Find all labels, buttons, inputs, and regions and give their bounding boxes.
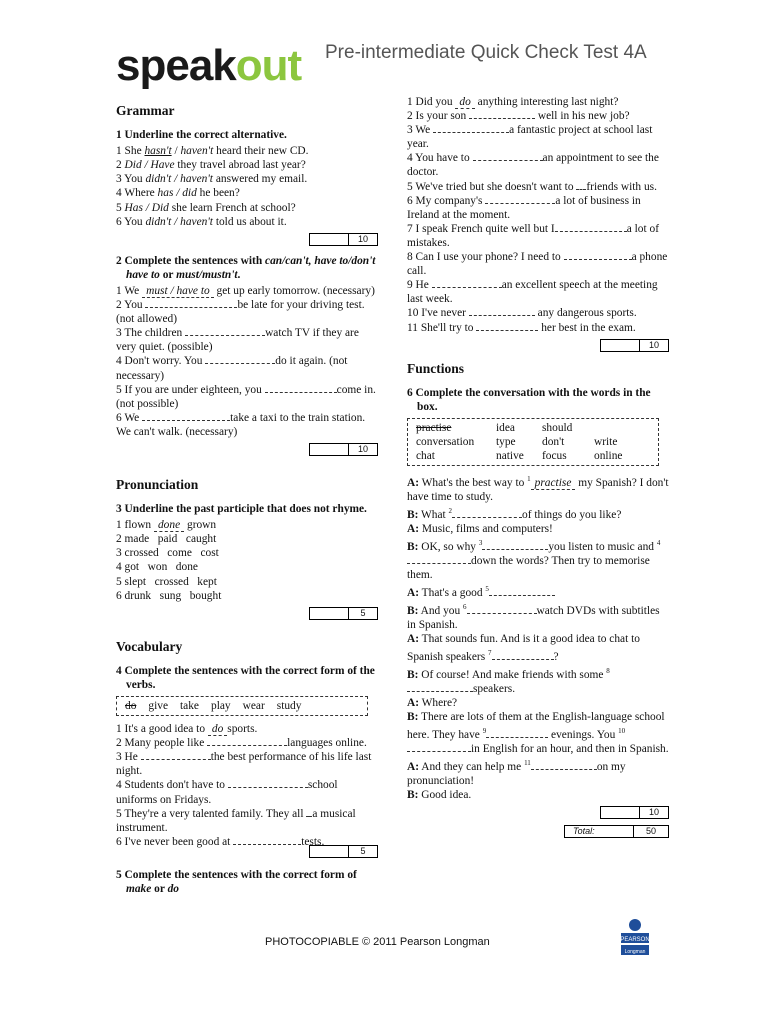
score-box: 10 <box>116 233 378 246</box>
q3-item: 5 slept crossed kept <box>116 575 217 588</box>
right-column <box>407 95 669 838</box>
answer-blank[interactable] <box>576 180 586 190</box>
q4-item: 1 It's a good idea to do sports. <box>116 723 258 736</box>
answer-blank[interactable] <box>467 604 537 614</box>
grammar-heading: Grammar <box>116 103 175 118</box>
q3-item: 1 flown done grown <box>116 519 217 532</box>
q1-item: 1 She hasn't / haven't heard their new CD. <box>116 145 309 158</box>
answer-blank[interactable] <box>486 728 548 738</box>
q5-item: 2 Is your son well in his new job? <box>407 110 630 123</box>
q1-item: 5 Has / Did she learn French at school? <box>116 201 296 214</box>
dialogue-line: A: That's a good $^5$ <box>407 582 669 600</box>
word-box: practise idea should conversation type don't write chat native focus online <box>407 418 659 466</box>
dialogue-line: A: Where? <box>407 697 458 710</box>
q2-item: 3 The children watch TV if they are very quiet. (possible) <box>116 327 359 354</box>
q5-instruction: 5 Complete the sentences with the correct form of make or do <box>116 868 357 896</box>
q2-instruction: 2 Complete the sentences with can/can't, have to/don't have to or must/mustn't. <box>116 254 376 281</box>
pearson-logo <box>620 917 650 961</box>
svg-text:PEARSON: PEARSON <box>620 937 650 943</box>
answer-blank[interactable] <box>407 682 473 692</box>
answer-blank[interactable] <box>233 835 301 845</box>
answer-blank[interactable] <box>492 650 554 660</box>
q4-item: 3 He the best performance of his life last night. <box>116 751 372 778</box>
answer-blank[interactable] <box>469 109 535 119</box>
score-box: 10 <box>407 806 669 819</box>
q1-instruction: 1 Underline the correct alternative. <box>116 129 287 142</box>
answer-blank[interactable] <box>564 250 632 260</box>
q5-item: 7 I speak French quite well but I a lot of mistakes. <box>407 222 659 249</box>
answer-blank[interactable] <box>207 736 287 746</box>
q5-item: 9 He an excellent speech at the meeting last week. <box>407 279 658 306</box>
answer-blank[interactable] <box>473 151 543 161</box>
q3-item: 6 drunk sung bought <box>116 589 222 602</box>
speakout-logo: speakout <box>116 41 302 90</box>
q1-item: 2 Did / Have they travel abroad last year? <box>116 159 306 172</box>
q3-item: 4 got won done <box>116 561 198 574</box>
q5-item: 5 We've tried but she doesn't want to friends with us. <box>407 180 657 193</box>
word-box: do give take play wear study <box>116 696 368 716</box>
q3-instruction: 3 Underline the past participle that does not rhyme. <box>116 503 367 516</box>
q5-item: 8 Can I use your phone? I need to a phone call. <box>407 251 668 278</box>
q5-item: 1 Did you do anything interesting last night? <box>407 96 619 108</box>
q2-item: 5 If you are under eighteen, you come in. (not possible) <box>116 383 376 410</box>
answer-blank[interactable] <box>531 760 597 770</box>
q5-item: 6 My company's a lot of business in Ireland at the moment. <box>407 194 641 221</box>
q3-item: 2 made paid caught <box>116 533 217 546</box>
dialogue-line: A: That sounds fun. And is it a good idea to chat to Spanish speakers $^7$ ? <box>407 633 640 663</box>
dialogue-line: B: Of course! And make friends with some $^8$speakers. <box>407 667 610 695</box>
answer-blank[interactable] <box>142 411 230 421</box>
q4-item: 5 They're a very talented family. They all a musical instrument. <box>116 807 356 834</box>
functions-heading: Functions <box>407 360 465 376</box>
answer-blank[interactable] <box>432 278 502 288</box>
q5-item: 3 We a fantastic project at school last year. <box>407 124 653 151</box>
page-title: Pre-intermediate Quick Check Test 4A <box>325 42 647 63</box>
q2-item: 2 You be late for your driving test. (not allowed) <box>116 299 365 326</box>
dialogue-line: B: And you $^6$ watch DVDs with subtitles in Spanish. <box>407 603 660 631</box>
q5-item: 4 You have to an appointment to see the doctor. <box>407 152 659 179</box>
answer-blank[interactable] <box>228 778 308 788</box>
vocabulary-heading: Vocabulary <box>116 638 183 654</box>
answer-blank[interactable] <box>433 123 509 133</box>
q4-item: 2 Many people like languages online. <box>116 737 367 750</box>
dialogue-line: B: There are lots of them at the English-language school here. They have $^9$ evenings. You $^{10}$in English for an hour, and then in Spanish. <box>407 711 669 756</box>
answer-blank[interactable] <box>555 222 627 232</box>
dialogue-line: B: Good idea. <box>407 789 472 802</box>
q4-item: 4 Students don't have to school uniforms on Fridays. <box>116 779 338 806</box>
answer-blank[interactable] <box>205 354 275 364</box>
dialogue-line: A: What's the best way to $^1$ practise my Spanish? I don't have time to study. <box>407 475 669 504</box>
score-box: 10 <box>407 339 669 352</box>
total-score-box: Total: 50 <box>407 825 669 838</box>
q4-instruction: 4 Complete the sentences with the correct form of the verbs. <box>116 664 375 691</box>
q5-item: 10 I've never any dangerous sports. <box>407 307 637 320</box>
q4-item: 6 I've never been good at tests. <box>116 835 325 848</box>
dialogue-line: A: Music, films and computers! <box>407 523 553 536</box>
dialogue-line: B: OK, so why $^3$ you listen to music and $^4$down the words? Then try to memorise them. <box>407 539 661 582</box>
score-box: 5 <box>116 607 378 620</box>
q1-item: 4 Where has / did he been? <box>116 187 240 200</box>
q3-item: 3 crossed come cost <box>116 547 219 560</box>
dialogue-line: A: And they can help me $^{11}$ on my pronunciation! <box>407 759 626 788</box>
answer-blank[interactable] <box>452 508 522 518</box>
pronunciation-heading: Pronunciation <box>116 476 199 492</box>
q1-item: 3 You didn't / haven't answered my email. <box>116 173 308 186</box>
answer-blank[interactable] <box>141 750 211 760</box>
answer-blank[interactable] <box>145 298 237 308</box>
answer-blank[interactable] <box>407 554 471 564</box>
svg-text:Longman: Longman <box>624 949 646 955</box>
left-column <box>116 98 378 898</box>
q2-item: 6 We take a taxi to the train station. We can't walk. (necessary) <box>116 411 366 438</box>
answer-blank[interactable] <box>185 326 265 336</box>
q5-item: 11 She'll try to her best in the exam. <box>407 321 636 334</box>
q2-item: 4 Don't worry. You do it again. (not necessary) <box>116 355 348 382</box>
q6-instruction: 6 Complete the conversation with the words in the box. <box>407 386 651 413</box>
answer-blank[interactable] <box>265 383 337 393</box>
score-box: 5 <box>116 845 378 858</box>
score-box: 10 <box>116 443 378 456</box>
q2-item: 1 We must / have to get up early tomorrow. (necessary) <box>116 284 375 297</box>
answer-blank[interactable] <box>485 194 555 204</box>
dialogue-line: B: What $^2$ of things do you like? <box>407 507 622 521</box>
answer-blank[interactable] <box>407 742 471 752</box>
photocopiable-footer: PHOTOCOPIABLE © 2011 Pearson Longman <box>265 936 490 948</box>
answer-blank[interactable] <box>482 540 548 550</box>
answer-blank[interactable] <box>469 306 535 316</box>
answer-blank[interactable] <box>476 321 538 331</box>
answer-blank[interactable] <box>489 586 555 596</box>
q1-item: 6 You didn't / haven't told us about it. <box>116 215 287 228</box>
